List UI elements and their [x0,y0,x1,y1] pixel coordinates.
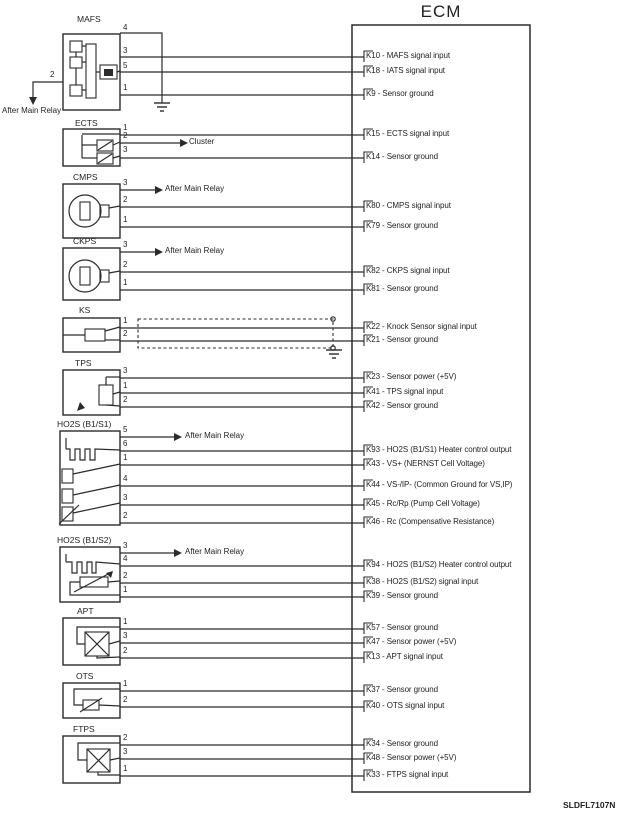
ecm-pin-label: K48 - Sensor power (+5V) [366,753,457,762]
wire [33,82,63,100]
arrowhead-icon [77,402,85,411]
sensor-label: APT [77,606,94,616]
sensor-symbol [86,44,96,98]
sensor-box [63,184,120,238]
arrowhead-icon [155,186,163,194]
annotation-label: After Main Relay [165,246,225,255]
sensor-symbol-circle [69,195,101,227]
pin-number: 1 [123,679,128,688]
pin-number: 3 [123,240,128,249]
sensor-label: FTPS [73,724,95,734]
wire [70,582,120,595]
pin-number: 3 [123,493,128,502]
ecm-pin-label: K21 - Sensor ground [366,335,438,344]
sensor-label: HO2S (B1/S1) [57,419,112,429]
wire [99,705,120,706]
sensor-label: CKPS [73,236,97,246]
arrowhead-icon [180,139,188,147]
wire [77,627,120,644]
ecm-pin-label: K15 - ECTS signal input [366,129,450,138]
wire [66,449,120,460]
pin-number: 1 [123,278,128,287]
ecm-title: ECM [420,2,462,21]
annotation-label: After Main Relay [165,184,225,193]
ecm-pin-label: K14 - Sensor ground [366,152,438,161]
ecm-pin-label: K18 - IATS signal input [366,66,445,75]
ecm-pin-label: K10 - MAFS signal input [366,51,450,60]
wire [106,405,120,406]
ecm-pin-label: K38 - HO2S (B1/S2) signal input [366,577,479,586]
pin-number: 4 [123,23,128,32]
sensor-symbol [104,69,113,76]
pin-number: 4 [123,474,128,483]
ecm-pin-label: K34 - Sensor ground [366,739,438,748]
wire [113,392,120,394]
pin-number: 2 [123,195,128,204]
sensor-label: ECTS [75,118,98,128]
shield-dashed-box [138,319,333,348]
arrowhead-icon [155,248,163,256]
ecm-pin-label: K40 - OTS signal input [366,701,445,710]
annotation-label: Cluster [189,137,215,146]
sensor-label: KS [79,305,91,315]
pin-number: 2 [123,571,128,580]
pin-number: 1 [123,585,128,594]
pin-number: 1 [123,215,128,224]
ecm-pin-label: K45 - Rc/Rp (Pump Cell Voltage) [366,499,480,508]
pin-number: 1 [123,453,128,462]
pin-number: 1 [123,764,128,773]
sensor-symbol [99,385,113,405]
pin-number: 1 [123,617,128,626]
pin-number: 2 [123,695,128,704]
ecm-pin-label: K81 - Sensor ground [366,284,438,293]
pin-number: 2 [123,646,128,655]
wire [113,142,120,145]
sensor-label: MAFS [77,14,101,24]
ecm-pin-label: K37 - Sensor ground [366,685,438,694]
sensor-symbol [62,489,73,503]
annotation-label: After Main Relay [185,547,245,556]
pin-number: 1 [123,123,128,132]
sensor-symbol [70,85,82,96]
sensor-symbol [70,57,82,68]
wire [113,156,120,158]
ecm-pin-label: K44 - VS-/IP- (Common Ground for VS,IP) [366,480,513,489]
arrowhead-icon [29,97,37,105]
pin-number: 3 [123,46,128,55]
pin-number: 2 [123,395,128,404]
wire [98,141,112,150]
ecm-pin-label: K93 - HO2S (B1/S1) Heater control output [366,445,512,454]
pin-number: 2 [123,260,128,269]
pin-number: 3 [123,145,128,154]
pin-number: 3 [123,631,128,640]
ecm-pin-label: K79 - Sensor ground [366,221,438,230]
sensor-symbol [80,267,90,285]
pin-number: 2 [50,70,55,79]
ecm-pin-label: K39 - Sensor ground [366,591,438,600]
wire [74,689,120,705]
pin-number: 3 [123,541,128,550]
pin-number: 2 [123,329,128,338]
pin-number: 4 [123,554,128,563]
ecm-pin-label: K80 - CMPS signal input [366,201,451,210]
ecm-pin-label: K43 - VS+ (NERNST Cell Voltage) [366,459,485,468]
ecm-pin-label: K47 - Sensor power (+5V) [366,637,457,646]
ecm-pin-label: K42 - Sensor ground [366,401,438,410]
sensor-label: CMPS [73,172,98,182]
pin-number: 2 [123,733,128,742]
sensor-symbol-circle [69,260,101,292]
wire [109,641,120,644]
wire [73,503,120,513]
sensor-symbol [62,469,73,483]
ecm-pin-label: K41 - TPS signal input [366,387,444,396]
ecm-pin-label: K57 - Sensor ground [366,623,438,632]
pin-number: 2 [123,511,128,520]
ecm-pin-label: K9 - Sensor ground [366,89,434,98]
pin-number: 2 [123,131,128,140]
pin-number: 6 [123,439,128,448]
ecm-pin-label: K33 - FTPS signal input [366,770,449,779]
wire [109,271,120,273]
pin-number: 5 [123,425,128,434]
wire [73,485,120,495]
pin-number: 1 [123,381,128,390]
pin-number: 1 [123,316,128,325]
sensor-box [63,248,120,300]
wire [108,581,120,582]
ecm-pin-label: K94 - HO2S (B1/S2) Heater control output [366,560,512,569]
pin-number: 1 [123,83,128,92]
sensor-symbol [80,202,90,220]
arrowhead-icon [174,549,182,557]
wire [98,154,112,163]
wire [73,464,120,474]
sensor-label: OTS [76,671,94,681]
pin-number: 3 [123,366,128,375]
sensor-symbol [85,329,105,341]
ecm-pin-label: K13 - APT signal input [366,652,443,661]
wire [110,758,120,760]
figure-code: SLDFL7107N [563,800,616,810]
pin-number: 3 [123,178,128,187]
pin-number: 5 [123,61,128,70]
pin-number: 3 [123,747,128,756]
ecm-pin-label: K23 - Sensor power (+5V) [366,372,457,381]
arrowhead-icon [174,433,182,441]
wire [109,206,120,208]
annotation-label: After Main Relay [2,106,62,115]
ecm-pin-label: K82 - CKPS signal input [366,266,450,275]
sensor-label: HO2S (B1/S2) [57,535,112,545]
sensor-symbol [70,41,82,52]
sensor-label: TPS [75,358,92,368]
annotation-label: After Main Relay [185,431,245,440]
wire [105,327,120,331]
wire [78,743,120,760]
sensor-box [60,431,120,525]
ecm-pin-label: K22 - Knock Sensor signal input [366,322,477,331]
ecm-pin-label: K46 - Rc (Compensative Resistance) [366,517,495,526]
